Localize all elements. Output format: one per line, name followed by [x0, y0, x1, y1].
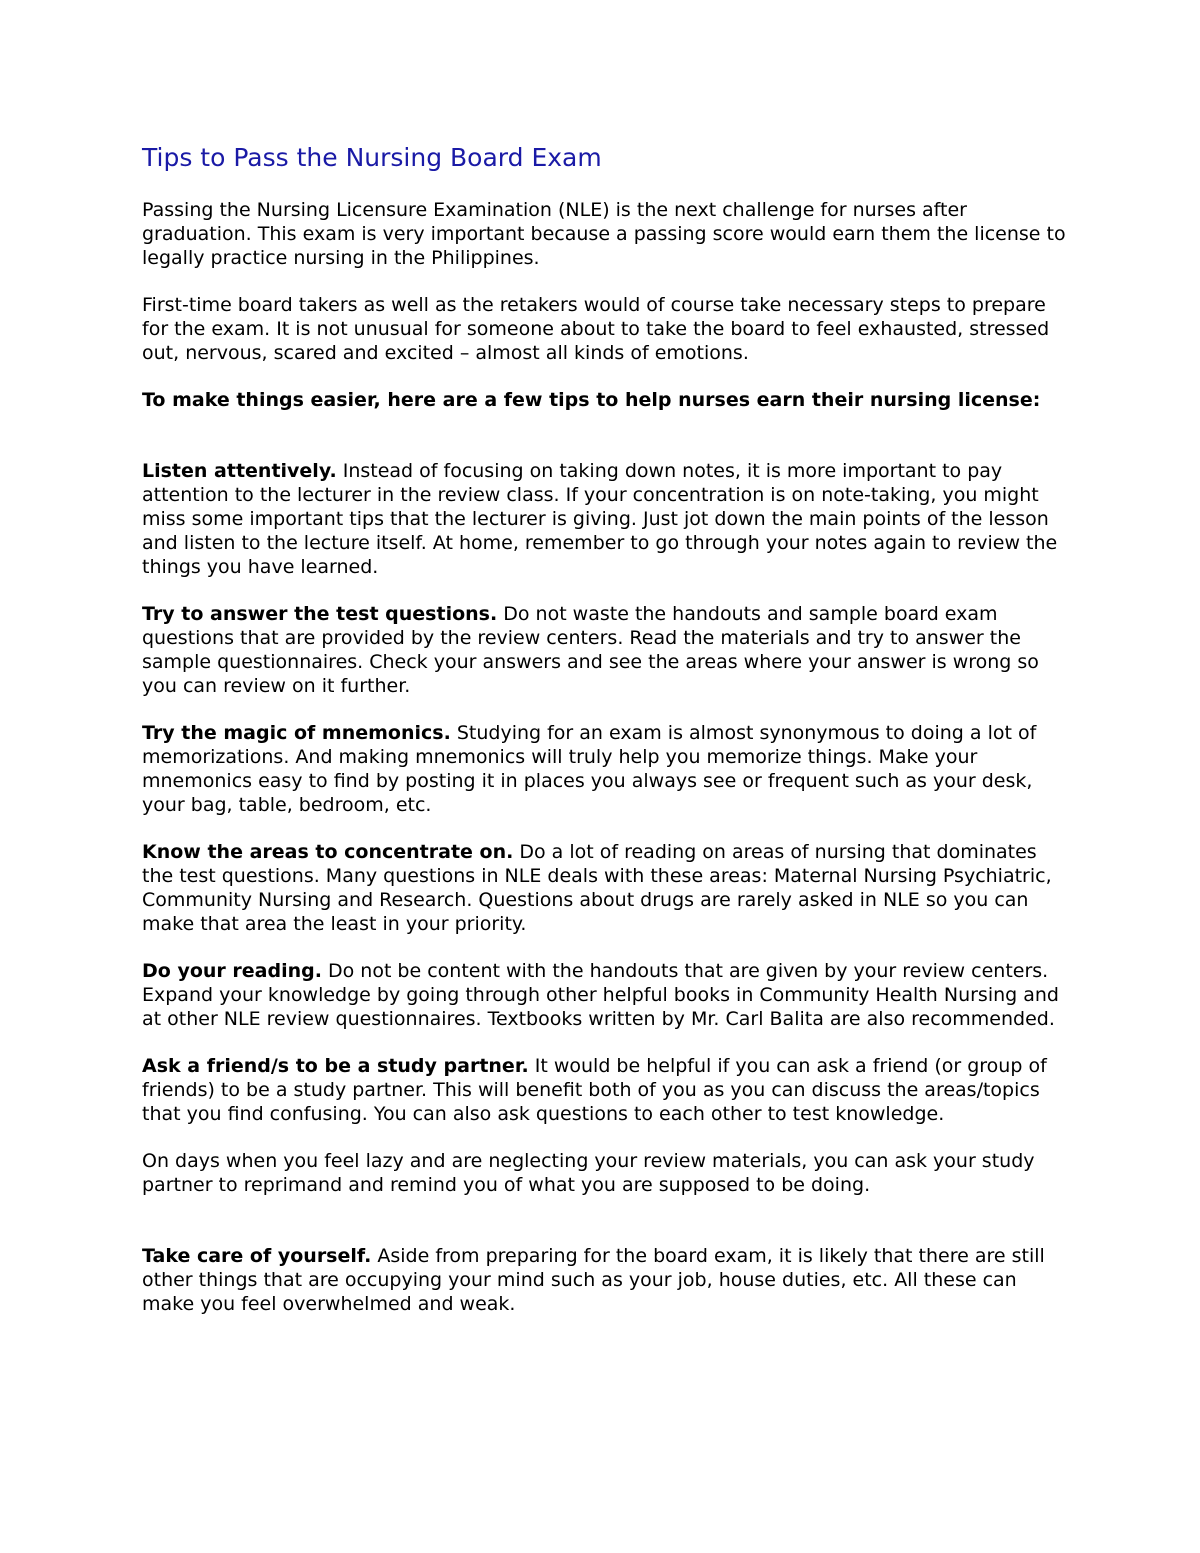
tip-heading: Do your reading.: [142, 960, 322, 982]
intro-paragraph-2: First-time board takers as well as the retakers would of course take necessary steps to prepare for the exam. It is not unusual for someone about to take the board to feel exhausted, stressed out, nervous, scared and excited – almost all kinds of emotions.: [142, 294, 1050, 364]
tip-study-partner-continued: [142, 1149, 1072, 1197]
tip-heading: Ask a friend/s to be a study partner.: [142, 1055, 529, 1077]
tip-body: Do a lot of reading on areas of nursing that dominates the test questions. Many questions in NLE deals with these areas: Maternal Nursing Psychiatric, Community Nursing and Research. Questions about drugs are rarely asked in NLE so you can make that area the least in your priority.: [142, 841, 1052, 935]
tip-body: Do not waste the handouts and sample board exam questions that are provided by the review centers. Read the materials and try to answer the sample questionnaires. Check your answers and see the areas where your answer is wrong so you can review on it further.: [142, 603, 1039, 697]
tip-body: It would be helpful if you can ask a friend (or group of friends) to be a study partner. This will benefit both of you as you can discuss the areas/topics that you find confusing. You can also ask questions to each other to test knowledge.: [142, 1055, 1047, 1125]
tip-body: Do not be content with the handouts that are given by your review centers. Expand your knowledge by going through other helpful books in Community Health Nursing and at other NLE review questionnaires. Textbooks written by Mr. Carl Balita are also recommended.: [142, 960, 1059, 1030]
tip-listen-attentively: [142, 459, 1072, 579]
tip-body: Aside from preparing for the board exam, it is likely that there are still other things that are occupying your mind such as your job, house duties, etc. All these can make you feel overwhelmed and weak.: [142, 1245, 1045, 1315]
tip-areas-to-concentrate: [142, 840, 1072, 936]
tip-body: On days when you feel lazy and are neglecting your review materials, you can ask your study partner to reprimand and remind you of what you are supposed to be doing.: [142, 1150, 1035, 1196]
tip-answer-test-questions: [142, 602, 1072, 698]
tip-heading: Know the areas to concentrate on.: [142, 841, 514, 863]
tip-do-your-reading: [142, 959, 1072, 1031]
document-body: [142, 140, 1072, 1339]
tip-take-care-of-yourself: [142, 1244, 1072, 1316]
intro-paragraph-1: Passing the Nursing Licensure Examination (NLE) is the next challenge for nurses after graduation. This exam is very important because a passing score would earn them the license to legally practice nursing in the Philippines.: [142, 199, 1066, 269]
tip-body: Studying for an exam is almost synonymous to doing a lot of memorizations. And making mnemonics will truly help you memorize things. Make your mnemonics easy to find by posting it in places you always see or frequent such as your desk, your bag, table, bedroom, etc.: [142, 722, 1037, 816]
tip-mnemonics: [142, 721, 1072, 817]
tip-heading: Take care of yourself.: [142, 1245, 372, 1267]
tip-heading: Listen attentively.: [142, 460, 337, 482]
tip-heading: Try to answer the test questions.: [142, 603, 498, 625]
document-title: Tips to Pass the Nursing Board Exam: [142, 143, 602, 172]
tips-lead-heading: To make things easier, here are a few tips to help nurses earn their nursing license:: [142, 389, 1041, 411]
tip-body: Instead of focusing on taking down notes, it is more important to pay attention to the lecturer in the review class. If your concentration is on note-taking, you might miss some important tips that the lecturer is giving. Just jot down the main points of the lesson and listen to the lecture itself. At home, remember to go through your notes again to review the things you have learned.: [142, 460, 1058, 578]
tip-study-partner: [142, 1054, 1072, 1126]
tip-heading: Try the magic of mnemonics.: [142, 722, 451, 744]
